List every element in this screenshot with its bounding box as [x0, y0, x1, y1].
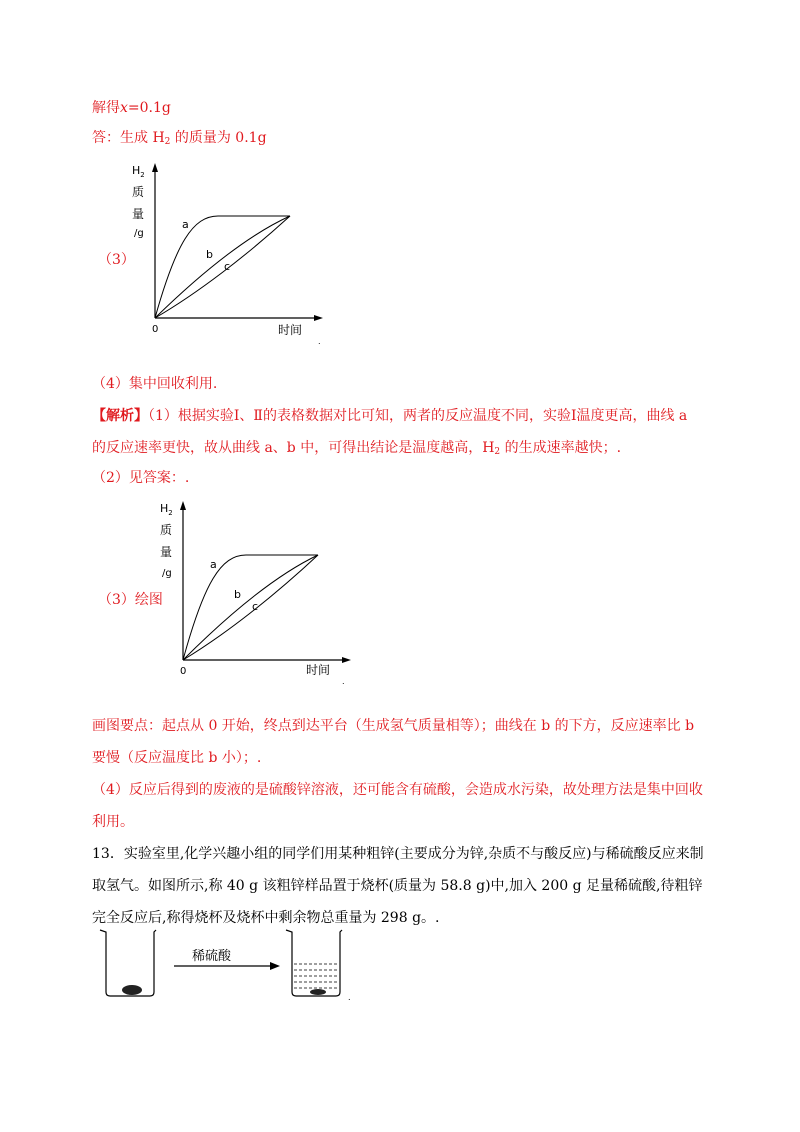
y-label-h: $H_2$ — [132, 164, 145, 179]
answer-suffix: 的质量为 0.1g — [170, 130, 267, 146]
svg-text:.: . — [348, 993, 351, 1002]
y-axis-arrow — [180, 501, 186, 510]
key-points-paragraph: 画图要点：起点从 0 开始，终点到达平台（生成氢气质量相等）；曲线在 b 的下方，反应速率比 b 要慢（反应温度比 b 小）；. — [92, 718, 695, 766]
analysis-text-b: 的生成速率越快；. — [500, 440, 622, 456]
reaction-arrow-head — [270, 962, 280, 970]
solve-line — [92, 98, 171, 118]
q3-draw-label: （3）绘图 — [98, 592, 163, 608]
solve-variable: x — [120, 100, 128, 116]
q3-label: （3） — [98, 252, 135, 268]
curve-b — [155, 216, 290, 318]
curve-c-label: c — [224, 260, 231, 273]
apparatus-figure — [98, 926, 358, 1006]
zinc-sample — [122, 985, 142, 995]
x-axis-arrow — [314, 315, 323, 321]
y-axis-arrow — [152, 163, 158, 172]
curve-a — [155, 216, 290, 318]
curve-a — [183, 555, 318, 660]
x-axis-arrow — [342, 657, 351, 663]
y-label-h: $H_2$ — [160, 502, 173, 517]
analysis-subscript: 2 — [494, 447, 501, 457]
solve-prefix: 解得 — [92, 100, 120, 116]
curve-a-label: a — [182, 218, 189, 231]
curve-b-label: b — [234, 588, 241, 601]
analysis-graph — [156, 496, 356, 686]
curve-b — [183, 555, 318, 660]
origin-label: 0 — [152, 324, 159, 335]
curve-c-label: c — [252, 600, 259, 613]
svg-text:.: . — [318, 337, 321, 346]
y-label-char-2: 量 — [132, 207, 145, 221]
problem-13: 13．实验室里,化学兴趣小组的同学们用某种粗锌(主要成分为锌,杂质不与酸反应)与稀硫酸反应来制取氢气。如图所示,称 40 g 该粗锌样品置于烧杯(质量为 58.8 g)中,加入 200 g 足量稀硫酸,待粗锌完全反应后,称得烧杯及烧杯中剩余物总重量为 298 g。. — [92, 846, 704, 926]
analysis-text-a: （1）根据实验Ⅰ、Ⅱ的表格数据对比可知，两者的反应温度不同，实验Ⅰ温度更高，曲线 a 的反应速率更快，故从曲线 a、b 中，可得出结论是温度越高，H — [92, 408, 688, 456]
y-label-unit: /g — [134, 228, 144, 239]
curve-b-label: b — [206, 248, 213, 261]
y-label-unit: /g — [162, 568, 172, 579]
q4-explanation: （4）反应后得到的废液的是硫酸锌溶液，还可能含有硫酸，会造成水污染，故处理方法是集中回收利用。 — [92, 782, 703, 830]
x-label: 时间 — [278, 323, 303, 337]
analysis-tag: 【解析】 — [92, 408, 148, 424]
curve-c — [183, 555, 318, 660]
answer-prefix: 答：生成 H — [92, 130, 165, 146]
q2-text: （2）见答案：. — [92, 470, 190, 486]
origin-label: 0 — [180, 666, 187, 677]
y-label-char-2: 量 — [160, 545, 173, 559]
answer-subscript: 2 — [164, 137, 171, 147]
y-label-char-1: 质 — [160, 523, 173, 537]
svg-text:.: . — [342, 677, 345, 686]
arrow-label: 稀硫酸 — [192, 949, 232, 964]
right-beaker — [286, 930, 342, 996]
x-label: 时间 — [306, 663, 331, 677]
solve-value: =0.1g — [127, 100, 171, 116]
answer-graph — [128, 158, 328, 348]
curve-a-label: a — [210, 558, 217, 571]
residue — [310, 989, 326, 995]
answer-line — [92, 128, 267, 152]
y-label-char-1: 质 — [132, 185, 145, 199]
analysis-paragraph — [92, 400, 704, 468]
curve-c — [155, 216, 290, 318]
q4-answer: （4）集中回收利用. — [92, 376, 218, 392]
